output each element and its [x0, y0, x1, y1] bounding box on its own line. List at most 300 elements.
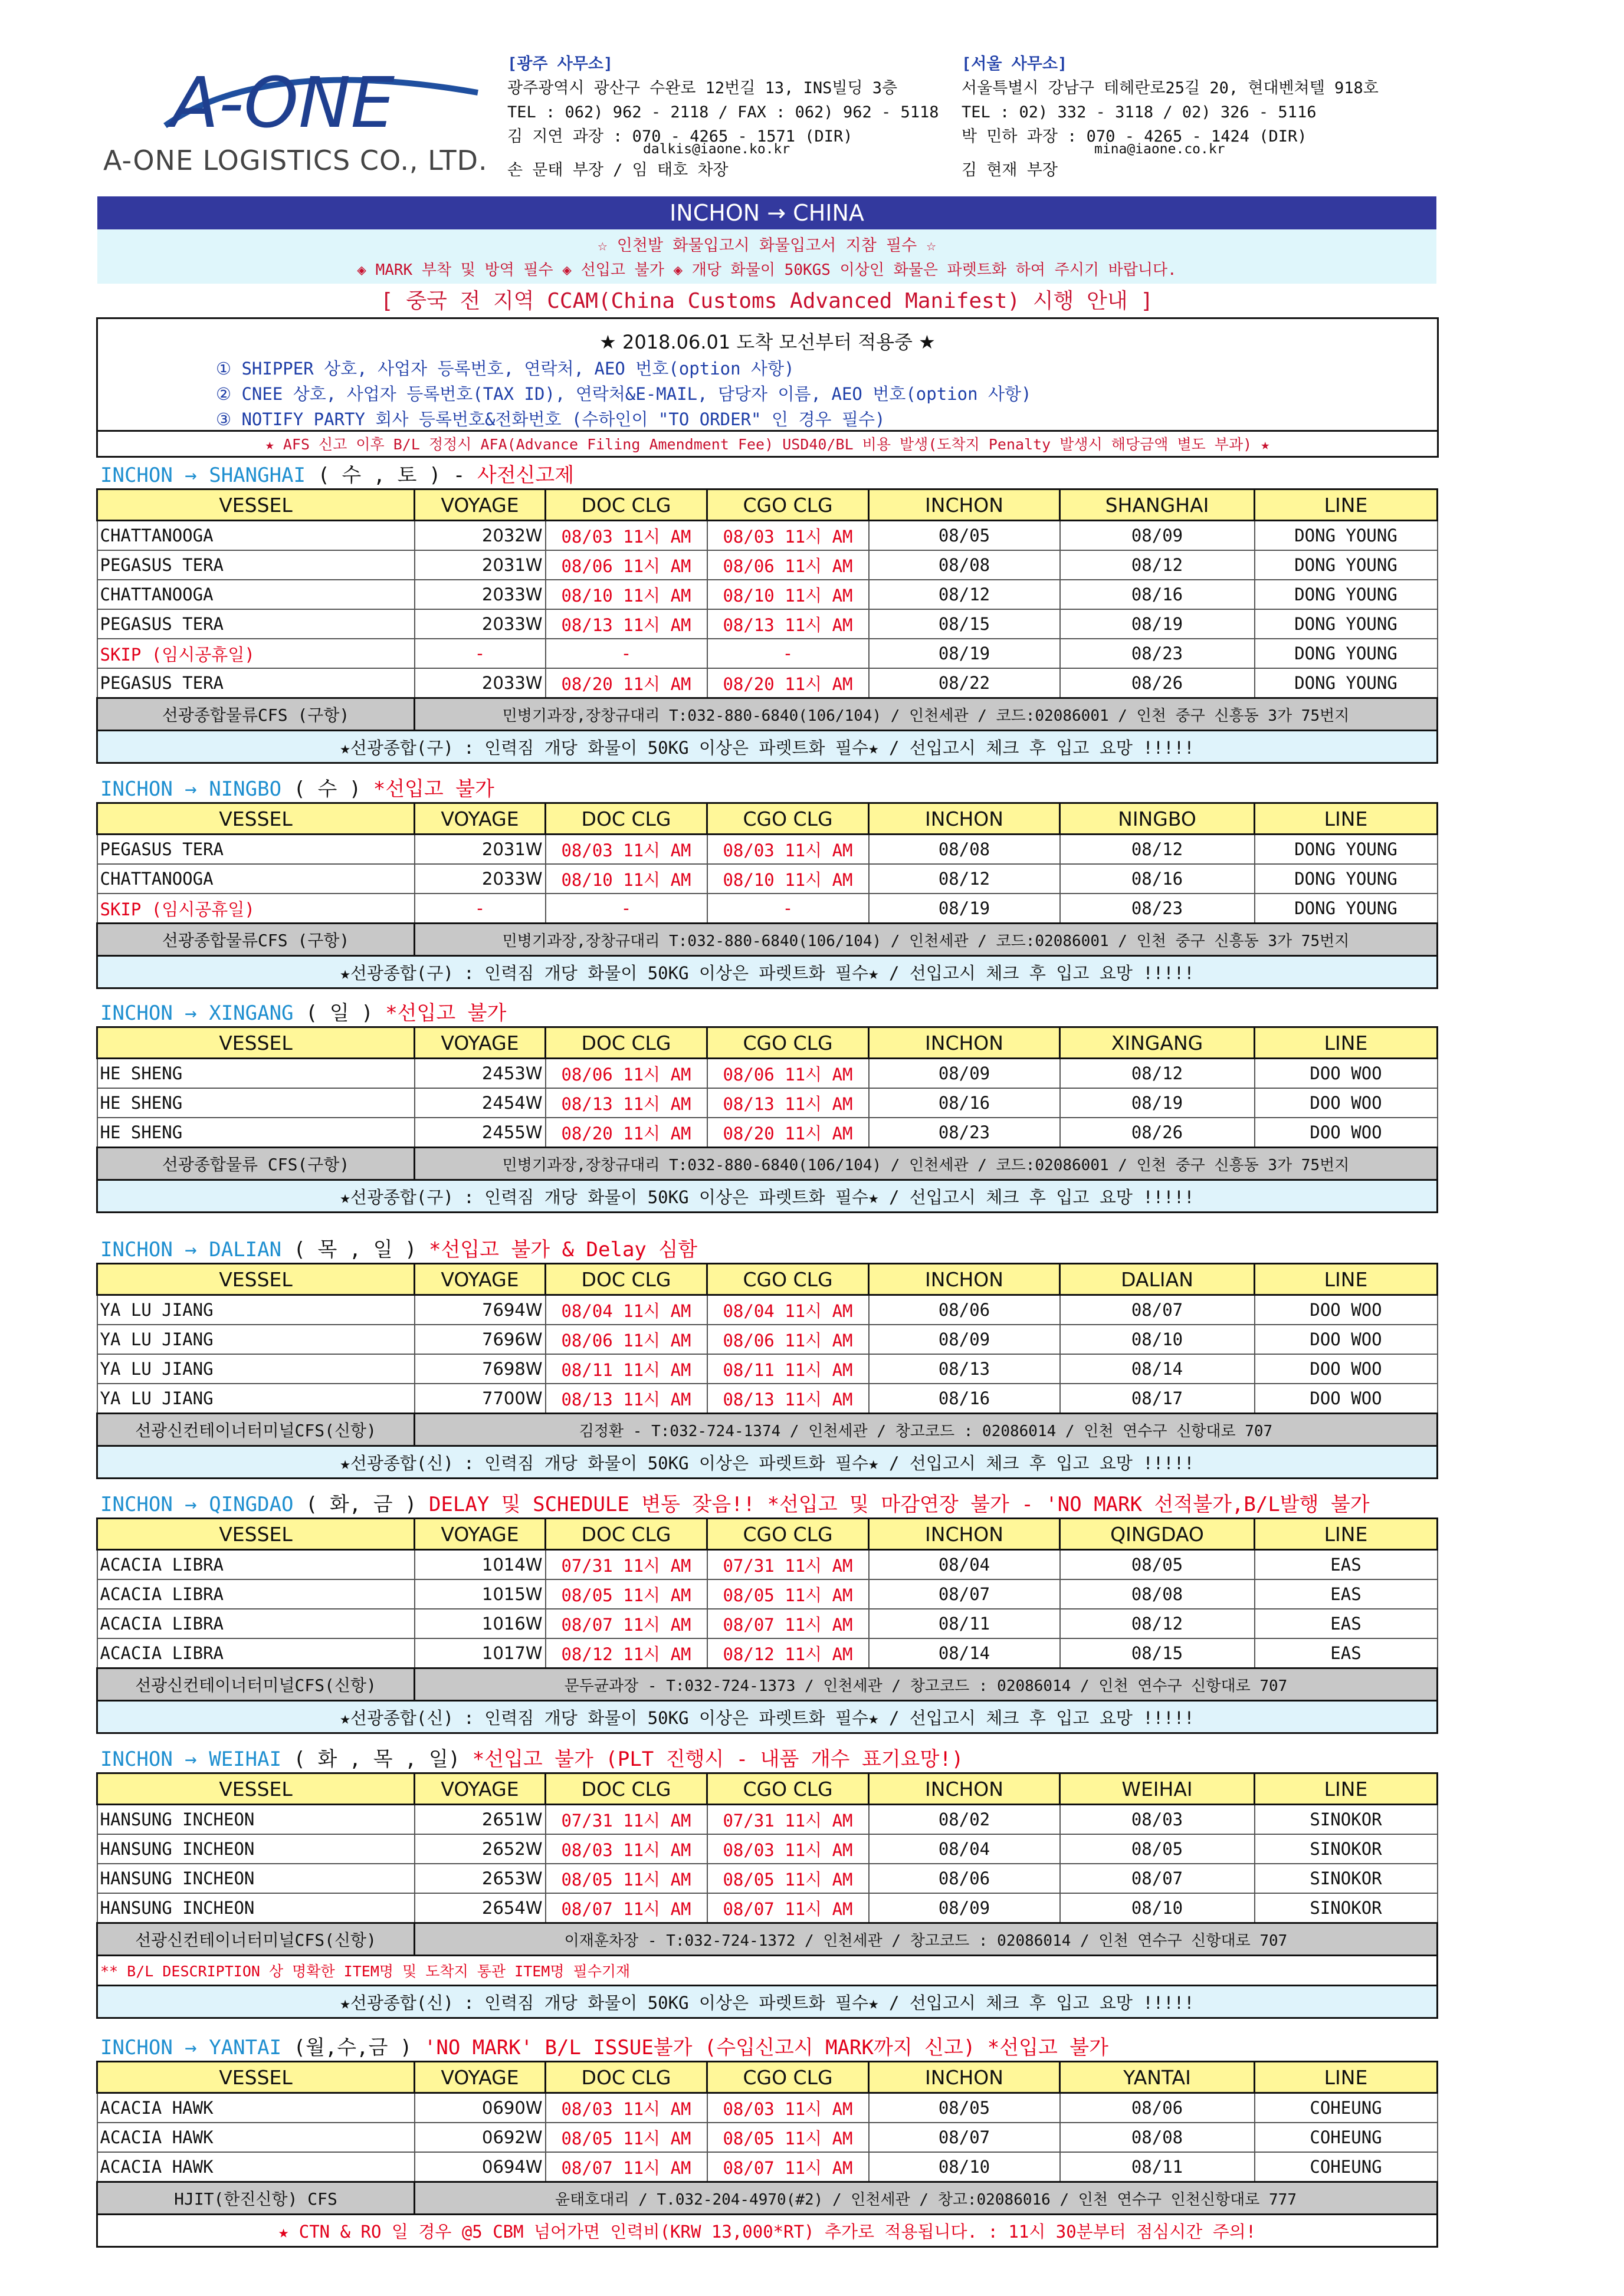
inchon-cell: 08/19	[869, 639, 1060, 668]
pallet-notice: ★선광종합(신) : 인력짐 개당 화물이 50KG 이상은 파렛트화 필수★ / 선입고시 체크 후 입고 요망 !!!!!	[97, 1446, 1438, 1479]
line-cell: DOO WOO	[1255, 1384, 1438, 1414]
vessel-cell: HANSUNG INCHEON	[97, 1893, 415, 1923]
port-header: SHANGHAI	[1060, 490, 1255, 521]
cgo-clg-cell: 07/31 11시 AM	[707, 1550, 869, 1580]
line-cell: DONG YOUNG	[1255, 668, 1438, 698]
arrival-cell: 08/12	[1060, 835, 1255, 865]
table-row	[97, 1550, 1438, 1580]
pallet-notice: ★선광종합(구) : 인력짐 개당 화물이 50KG 이상은 파렛트화 필수★ / 선입고시 체크 후 입고 요망 !!!!!	[97, 956, 1438, 988]
route-title	[100, 2035, 1108, 2061]
arrival-cell: 08/05	[1060, 1834, 1255, 1864]
cgo-clg-cell: 08/13 11시 AM	[707, 609, 869, 639]
vessel-cell: HANSUNG INCHEON	[97, 1805, 415, 1835]
vessel-cell: SKIP (임시공휴일)	[97, 894, 415, 924]
inchon-header: INCHON	[869, 1264, 1060, 1295]
pallet-notice-row	[97, 956, 1438, 988]
doc-clg-cell: 08/03 11시 AM	[546, 2093, 707, 2123]
arrival-cell: 08/03	[1060, 1805, 1255, 1835]
doc-clg-cell: 08/05 11시 AM	[546, 2123, 707, 2152]
arrival-cell: 08/12	[1060, 1059, 1255, 1089]
doc-clg-header: DOC CLG	[546, 1773, 707, 1805]
vessel-cell: HANSUNG INCHEON	[97, 1864, 415, 1893]
voyage-header: VOYAGE	[415, 2062, 546, 2093]
office-email[interactable]: mina@iaone.co.kr	[1094, 142, 1225, 157]
inchon-cell: 08/19	[869, 894, 1060, 924]
inchon-cell: 08/09	[869, 1893, 1060, 1923]
doc-clg-header: DOC CLG	[546, 490, 707, 521]
vessel-cell: YA LU JIANG	[97, 1384, 415, 1414]
doc-clg-header: DOC CLG	[546, 2062, 707, 2093]
table-row	[97, 835, 1438, 865]
cfs-row	[97, 1414, 1438, 1446]
arrival-cell: 08/09	[1060, 521, 1255, 551]
table-row	[97, 2123, 1438, 2152]
cfs-name: 선광종합물류 CFS(구항)	[97, 1148, 415, 1180]
pallet-notice-row	[97, 731, 1438, 763]
ctn-note: ★ CTN & RO 일 경우 @5 CBM 넘어가면 인력비(KRW 13,000*RT) 추가로 적용됩니다. : 11시 30분부터 점심시간 주의!	[97, 2215, 1438, 2247]
arrival-cell: 08/07	[1060, 1864, 1255, 1893]
table-row	[97, 1354, 1438, 1384]
line-cell: EAS	[1255, 1579, 1438, 1609]
vessel-cell: YA LU JIANG	[97, 1325, 415, 1354]
cgo-clg-cell: 08/06 11시 AM	[707, 1325, 869, 1354]
cfs-info: 문두균과장 - T:032-724-1373 / 인천세관 / 창고코드 : 02086014 / 인천 연수구 신항대로 707	[415, 1668, 1438, 1701]
table-row	[97, 580, 1438, 609]
cgo-clg-cell: 08/07 11시 AM	[707, 1893, 869, 1923]
cgo-clg-cell: 08/12 11시 AM	[707, 1638, 869, 1668]
line-cell: SINOKOR	[1255, 1864, 1438, 1893]
line-cell: SINOKOR	[1255, 1893, 1438, 1923]
line-cell: DONG YOUNG	[1255, 609, 1438, 639]
pallet-notice-row	[97, 1986, 1438, 2018]
header-row	[97, 2062, 1438, 2093]
table-row	[97, 2093, 1438, 2123]
vessel-cell: YA LU JIANG	[97, 1295, 415, 1325]
cgo-clg-cell: 08/20 11시 AM	[707, 1118, 869, 1148]
vessel-cell: PEGASUS TERA	[97, 609, 415, 639]
route-note: 'NO MARK' B/L ISSUE불가 (수입신고시 MARK까지 신고) *선입고 불가	[424, 2036, 1108, 2059]
table-row	[97, 1805, 1438, 1835]
port-header: WEIHAI	[1060, 1773, 1255, 1805]
table-row	[97, 1295, 1438, 1325]
schedule-table	[96, 2061, 1438, 2248]
route-name: INCHON → SHANGHAI	[100, 464, 306, 487]
arrival-cell: 08/16	[1060, 580, 1255, 609]
arrival-cell: 08/23	[1060, 639, 1255, 668]
arrival-cell: 08/10	[1060, 1893, 1255, 1923]
doc-clg-header: DOC CLG	[546, 1264, 707, 1295]
route-title	[100, 1000, 506, 1026]
inchon-cell: 08/16	[869, 1088, 1060, 1118]
inchon-cell: 08/05	[869, 521, 1060, 551]
table-row	[97, 1325, 1438, 1354]
inchon-cell: 08/14	[869, 1638, 1060, 1668]
route-title	[100, 1746, 963, 1772]
cfs-info: 이재훈차장 - T:032-724-1372 / 인천세관 / 창고코드 : 02086014 / 인천 연수구 신항대로 707	[415, 1923, 1438, 1956]
vessel-header: VESSEL	[97, 490, 415, 521]
pallet-notice-row	[97, 1701, 1438, 1733]
voyage-cell: 1017W	[415, 1638, 546, 1668]
doc-clg-cell: -	[546, 639, 707, 668]
cgo-clg-cell: 08/05 11시 AM	[707, 1579, 869, 1609]
route-title	[100, 776, 494, 802]
table-row	[97, 1834, 1438, 1864]
voyage-cell: 7698W	[415, 1354, 546, 1384]
route-title	[100, 1492, 1370, 1517]
cfs-name: HJIT(한진신항) CFS	[97, 2182, 415, 2215]
arrival-cell: 08/26	[1060, 1118, 1255, 1148]
line-header: LINE	[1255, 1027, 1438, 1059]
cgo-clg-header: CGO CLG	[707, 1519, 869, 1550]
table-row	[97, 639, 1438, 668]
afa-warning: ★ AFS 신고 이후 B/L 정정시 AFA(Advance Filing Amendment Fee) USD40/BL 비용 발생(도착지 Penalty 발생시 해당금액 별도 부과) ★	[98, 430, 1437, 458]
table-row	[97, 550, 1438, 580]
schedule-table	[96, 1026, 1438, 1213]
vessel-cell: ACACIA HAWK	[97, 2123, 415, 2152]
vessel-cell: HANSUNG INCHEON	[97, 1834, 415, 1864]
line-cell: COHEUNG	[1255, 2123, 1438, 2152]
voyage-cell: 2455W	[415, 1118, 546, 1148]
vessel-header: VESSEL	[97, 1773, 415, 1805]
line-cell: COHEUNG	[1255, 2093, 1438, 2123]
line-cell: EAS	[1255, 1609, 1438, 1638]
inchon-cell: 08/15	[869, 609, 1060, 639]
arrival-cell: 08/10	[1060, 1325, 1255, 1354]
arrival-cell: 08/05	[1060, 1550, 1255, 1580]
voyage-header: VOYAGE	[415, 1027, 546, 1059]
doc-clg-cell: 07/31 11시 AM	[546, 1805, 707, 1835]
port-header: QINGDAO	[1060, 1519, 1255, 1550]
route-days: ( 화, 금 )	[293, 1493, 429, 1516]
cfs-row	[97, 1148, 1438, 1180]
vessel-cell: CHATTANOOGA	[97, 580, 415, 609]
cgo-clg-cell: 08/13 11시 AM	[707, 1088, 869, 1118]
cgo-clg-cell: 08/05 11시 AM	[707, 2123, 869, 2152]
route-days: ( 일 )	[293, 1001, 386, 1025]
cfs-row	[97, 2182, 1438, 2215]
office-head: [서울 사무소]	[962, 55, 1068, 73]
line-cell: DONG YOUNG	[1255, 835, 1438, 865]
cfs-info: 윤태호대리 / T.032-204-4970(#2) / 인천세관 / 창고:02086016 / 인천 연수구 인천신항대로 777	[415, 2182, 1438, 2215]
vessel-header: VESSEL	[97, 1264, 415, 1295]
inchon-cell: 08/11	[869, 1609, 1060, 1638]
voyage-header: VOYAGE	[415, 1264, 546, 1295]
doc-clg-cell: 08/10 11시 AM	[546, 580, 707, 609]
office-phone: TEL : 062) 962 - 2118 / FAX : 062) 962 - 5118	[507, 103, 939, 121]
table-row	[97, 668, 1438, 698]
bl-note-row	[97, 1956, 1438, 1986]
ccam-item: ① SHIPPER 상호, 사업자 등록번호, 연락처, AEO 번호(option 사항)	[216, 359, 795, 379]
cgo-clg-cell: 08/20 11시 AM	[707, 668, 869, 698]
route-note: 사전신고제	[477, 464, 575, 487]
line-header: LINE	[1255, 1519, 1438, 1550]
doc-clg-header: DOC CLG	[546, 1027, 707, 1059]
route-note: *선입고 불가 & Delay 심함	[428, 1238, 698, 1262]
cgo-clg-cell: 08/10 11시 AM	[707, 864, 869, 894]
doc-clg-header: DOC CLG	[546, 1519, 707, 1550]
cfs-name: 선광신컨테이너터미널CFS(신항)	[97, 1923, 415, 1956]
arrival-cell: 08/12	[1060, 550, 1255, 580]
table-row	[97, 1579, 1438, 1609]
line-cell: DONG YOUNG	[1255, 639, 1438, 668]
notice-line-1: ☆ 인천발 화물입고시 화물입고서 지참 필수 ☆	[598, 237, 936, 255]
voyage-cell: 2031W	[415, 835, 546, 865]
voyage-cell: 7700W	[415, 1384, 546, 1414]
doc-clg-cell: 08/07 11시 AM	[546, 1893, 707, 1923]
cfs-name: 선광신컨테이너터미널CFS(신항)	[97, 1668, 415, 1701]
pallet-notice: ★선광종합(구) : 인력짐 개당 화물이 50KG 이상은 파렛트화 필수★ / 선입고시 체크 후 입고 요망 !!!!!	[97, 731, 1438, 763]
doc-clg-cell: 08/05 11시 AM	[546, 1579, 707, 1609]
line-header: LINE	[1255, 2062, 1438, 2093]
route-note: *선입고 불가 (PLT 진행시 - 내품 개수 표기요망!)	[472, 1748, 964, 1771]
arrival-cell: 08/19	[1060, 1088, 1255, 1118]
arrival-cell: 08/14	[1060, 1354, 1255, 1384]
vessel-cell: PEGASUS TERA	[97, 550, 415, 580]
notice-box	[97, 229, 1436, 284]
office-staff: 김 현재 부장	[962, 161, 1058, 179]
inchon-cell: 08/07	[869, 1579, 1060, 1609]
voyage-cell: 2454W	[415, 1088, 546, 1118]
table-row	[97, 1638, 1438, 1668]
cgo-clg-header: CGO CLG	[707, 803, 869, 835]
table-row	[97, 1609, 1438, 1638]
ccam-item: ③ NOTIFY PARTY 회사 등록번호&전화번호 (수하인이 "TO ORDER" 인 경우 필수)	[216, 409, 885, 429]
arrival-cell: 08/06	[1060, 2093, 1255, 2123]
company-name: A-ONE LOGISTICS CO., LTD.	[103, 144, 488, 176]
doc-clg-cell: 08/11 11시 AM	[546, 1354, 707, 1384]
line-cell: DOO WOO	[1255, 1118, 1438, 1148]
doc-clg-cell: 08/06 11시 AM	[546, 550, 707, 580]
cfs-name: 선광신컨테이너터미널CFS(신항)	[97, 1414, 415, 1446]
line-cell: SINOKOR	[1255, 1834, 1438, 1864]
voyage-cell: 7696W	[415, 1325, 546, 1354]
cfs-name: 선광종합물류CFS (구항)	[97, 698, 415, 731]
cfs-info: 민병기과장,장창규대리 T:032-880-6840(106/104) / 인천세관 / 코드:02086001 / 인천 중구 신흥동 3가 75번지	[415, 924, 1438, 956]
header-row	[97, 1519, 1438, 1550]
cgo-clg-cell: 08/06 11시 AM	[707, 1059, 869, 1089]
pallet-notice-row	[97, 1180, 1438, 1213]
cgo-clg-cell: 08/04 11시 AM	[707, 1295, 869, 1325]
a-one-logo-mark	[159, 56, 490, 144]
cgo-clg-header: CGO CLG	[707, 2062, 869, 2093]
doc-clg-cell: 08/04 11시 AM	[546, 1295, 707, 1325]
cgo-clg-cell: 07/31 11시 AM	[707, 1805, 869, 1835]
arrival-cell: 08/26	[1060, 668, 1255, 698]
vessel-cell: ACACIA HAWK	[97, 2093, 415, 2123]
voyage-cell: 1016W	[415, 1609, 546, 1638]
cfs-name: 선광종합물류CFS (구항)	[97, 924, 415, 956]
doc-clg-cell: -	[546, 894, 707, 924]
voyage-cell: 2453W	[415, 1059, 546, 1089]
schedule-table	[96, 488, 1438, 764]
cfs-info: 민병기과장,장창규대리 T:032-880-6840(106/104) / 인천세관 / 코드:02086001 / 인천 중구 신흥동 3가 75번지	[415, 698, 1438, 731]
table-row	[97, 1059, 1438, 1089]
route-days: ( 수 , 토 ) -	[306, 464, 477, 487]
arrival-cell: 08/07	[1060, 1295, 1255, 1325]
port-header: XINGANG	[1060, 1027, 1255, 1059]
voyage-cell: 1014W	[415, 1550, 546, 1580]
vessel-cell: ACACIA LIBRA	[97, 1638, 415, 1668]
cgo-clg-header: CGO CLG	[707, 1773, 869, 1805]
voyage-header: VOYAGE	[415, 490, 546, 521]
schedule-table	[96, 1263, 1438, 1479]
voyage-cell: 2652W	[415, 1834, 546, 1864]
doc-clg-cell: 08/05 11시 AM	[546, 1864, 707, 1893]
header-row	[97, 803, 1438, 835]
ccam-item: ② CNEE 상호, 사업자 등록번호(TAX ID), 연락처&E-MAIL, 담당자 이름, AEO 번호(option 사항)	[216, 384, 1032, 404]
doc-clg-cell: 08/20 11시 AM	[546, 1118, 707, 1148]
inchon-cell: 08/16	[869, 1384, 1060, 1414]
office-head: [광주 사무소]	[507, 55, 613, 73]
inchon-cell: 08/08	[869, 835, 1060, 865]
cgo-clg-cell: 08/05 11시 AM	[707, 1864, 869, 1893]
inchon-header: INCHON	[869, 1773, 1060, 1805]
route-name: INCHON → YANTAI	[100, 2036, 282, 2059]
inchon-cell: 08/06	[869, 1295, 1060, 1325]
cgo-clg-cell: 08/13 11시 AM	[707, 1384, 869, 1414]
gwangju-office	[507, 52, 939, 182]
line-cell: EAS	[1255, 1638, 1438, 1668]
line-cell: DONG YOUNG	[1255, 894, 1438, 924]
header-row	[97, 490, 1438, 521]
arrival-cell: 08/08	[1060, 2123, 1255, 2152]
cfs-info: 김정환 - T:032-724-1374 / 인천세관 / 창고코드 : 02086014 / 인천 연수구 신항대로 707	[415, 1414, 1438, 1446]
pallet-notice: ★선광종합(신) : 인력짐 개당 화물이 50KG 이상은 파렛트화 필수★ / 선입고시 체크 후 입고 요망 !!!!!	[97, 1986, 1438, 2018]
header-row	[97, 1773, 1438, 1805]
schedule-table	[96, 1517, 1438, 1734]
table-row	[97, 864, 1438, 894]
table-row	[97, 1864, 1438, 1893]
voyage-cell: 2654W	[415, 1893, 546, 1923]
port-header: YANTAI	[1060, 2062, 1255, 2093]
cgo-clg-cell: 08/03 11시 AM	[707, 521, 869, 551]
inchon-header: INCHON	[869, 1027, 1060, 1059]
cgo-clg-cell: 08/07 11시 AM	[707, 2152, 869, 2182]
vessel-cell: ACACIA LIBRA	[97, 1550, 415, 1580]
arrival-cell: 08/16	[1060, 864, 1255, 894]
voyage-cell: 0694W	[415, 2152, 546, 2182]
ctn-note-row	[97, 2215, 1438, 2247]
cgo-clg-cell: 08/03 11시 AM	[707, 2093, 869, 2123]
doc-clg-cell: 08/07 11시 AM	[546, 1609, 707, 1638]
vessel-cell: ACACIA LIBRA	[97, 1579, 415, 1609]
vessel-cell: YA LU JIANG	[97, 1354, 415, 1384]
doc-clg-header: DOC CLG	[546, 803, 707, 835]
inchon-cell: 08/22	[869, 668, 1060, 698]
cgo-clg-cell: 08/06 11시 AM	[707, 550, 869, 580]
vessel-header: VESSEL	[97, 2062, 415, 2093]
inchon-cell: 08/09	[869, 1325, 1060, 1354]
vessel-header: VESSEL	[97, 1519, 415, 1550]
cfs-row	[97, 698, 1438, 731]
route-days: ( 목 , 일 )	[281, 1238, 429, 1262]
vessel-header: VESSEL	[97, 1027, 415, 1059]
inchon-cell: 08/12	[869, 580, 1060, 609]
cfs-row	[97, 1668, 1438, 1701]
ccam-box	[96, 317, 1439, 458]
route-name: INCHON → XINGANG	[100, 1001, 294, 1025]
inchon-cell: 08/12	[869, 864, 1060, 894]
vessel-cell: PEGASUS TERA	[97, 835, 415, 865]
inchon-cell: 08/07	[869, 2123, 1060, 2152]
doc-clg-cell: 08/20 11시 AM	[546, 668, 707, 698]
doc-clg-cell: 08/06 11시 AM	[546, 1325, 707, 1354]
arrival-cell: 08/12	[1060, 1609, 1255, 1638]
cgo-clg-cell: -	[707, 639, 869, 668]
voyage-header: VOYAGE	[415, 803, 546, 835]
seoul-office	[962, 52, 1379, 182]
table-row	[97, 1893, 1438, 1923]
voyage-cell: 2033W	[415, 580, 546, 609]
voyage-cell: 2033W	[415, 609, 546, 639]
route-title	[100, 1237, 697, 1263]
office-phone: TEL : 02) 332 - 3118 / 02) 326 - 5116	[962, 103, 1317, 121]
doc-clg-cell: 08/13 11시 AM	[546, 1384, 707, 1414]
inchon-header: INCHON	[869, 803, 1060, 835]
line-cell: DONG YOUNG	[1255, 550, 1438, 580]
doc-clg-cell: 08/10 11시 AM	[546, 864, 707, 894]
line-cell: DOO WOO	[1255, 1088, 1438, 1118]
cgo-clg-header: CGO CLG	[707, 490, 869, 521]
inchon-header: INCHON	[869, 490, 1060, 521]
cfs-row	[97, 1923, 1438, 1956]
vessel-cell: HE SHENG	[97, 1059, 415, 1089]
line-cell: DONG YOUNG	[1255, 580, 1438, 609]
route-note: DELAY 및 SCHEDULE 변동 잦음!! *선입고 및 마감연장 불가 - 'NO MARK 선적불가,B/L발행 불가	[428, 1493, 1370, 1516]
line-header: LINE	[1255, 1773, 1438, 1805]
office-email[interactable]: dalkis@iaone.ko.kr	[643, 142, 790, 157]
arrival-cell: 08/23	[1060, 894, 1255, 924]
port-header: NINGBO	[1060, 803, 1255, 835]
line-cell: DONG YOUNG	[1255, 521, 1438, 551]
voyage-header: VOYAGE	[415, 1773, 546, 1805]
pallet-notice: ★선광종합(신) : 인력짐 개당 화물이 50KG 이상은 파렛트화 필수★ / 선입고시 체크 후 입고 요망 !!!!!	[97, 1701, 1438, 1733]
inchon-header: INCHON	[869, 2062, 1060, 2093]
doc-clg-cell: 08/06 11시 AM	[546, 1059, 707, 1089]
port-header: DALIAN	[1060, 1264, 1255, 1295]
cfs-info: 민병기과장,장창규대리 T:032-880-6840(106/104) / 인천세관 / 코드:02086001 / 인천 중구 신흥동 3가 75번지	[415, 1148, 1438, 1180]
vessel-cell: ACACIA HAWK	[97, 2152, 415, 2182]
cgo-clg-cell: 08/07 11시 AM	[707, 1609, 869, 1638]
cgo-clg-cell: 08/10 11시 AM	[707, 580, 869, 609]
route-name: INCHON → WEIHAI	[100, 1748, 282, 1771]
inchon-cell: 08/08	[869, 550, 1060, 580]
cgo-clg-cell: -	[707, 894, 869, 924]
line-cell: DOO WOO	[1255, 1354, 1438, 1384]
vessel-cell: ACACIA LIBRA	[97, 1609, 415, 1638]
line-header: LINE	[1255, 1264, 1438, 1295]
voyage-cell: 2032W	[415, 521, 546, 551]
doc-clg-cell: 08/03 11시 AM	[546, 1834, 707, 1864]
pallet-notice-row	[97, 1446, 1438, 1479]
table-row	[97, 1384, 1438, 1414]
cgo-clg-header: CGO CLG	[707, 1027, 869, 1059]
voyage-cell: 0692W	[415, 2123, 546, 2152]
doc-clg-cell: 08/03 11시 AM	[546, 835, 707, 865]
ccam-heading: [ 중국 전 지역 CCAM(China Customs Advanced Manifest) 시행 안내 ]	[380, 289, 1153, 313]
route-name: INCHON → QINGDAO	[100, 1493, 294, 1516]
cfs-row	[97, 924, 1438, 956]
doc-clg-cell: 08/03 11시 AM	[546, 521, 707, 551]
route-note: *선입고 불가	[373, 777, 494, 801]
office-contact: 김 지연 과장 : 070 - 4265 - 1571 (DIR)	[507, 127, 853, 146]
line-header: LINE	[1255, 803, 1438, 835]
line-cell: COHEUNG	[1255, 2152, 1438, 2182]
line-cell: DOO WOO	[1255, 1325, 1438, 1354]
route-days: ( 화 , 목 , 일)	[281, 1748, 473, 1771]
cgo-clg-header: CGO CLG	[707, 1264, 869, 1295]
line-cell: SINOKOR	[1255, 1805, 1438, 1835]
